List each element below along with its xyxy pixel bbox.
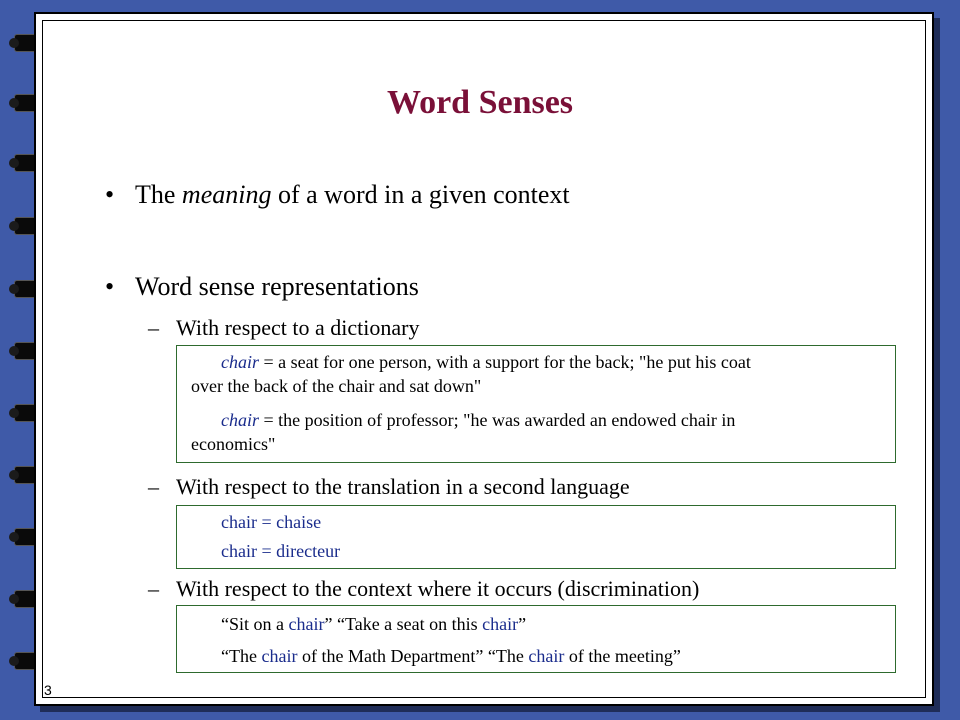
sub-text: With respect to the translation in a second language	[176, 474, 630, 499]
dict-word: chair	[221, 410, 259, 430]
context-text: ”	[518, 614, 527, 634]
dict-entry2-line1	[221, 410, 735, 431]
translation-box	[176, 505, 896, 569]
sub-dash: –	[148, 315, 159, 340]
sub-dash: –	[148, 474, 159, 499]
sub-text: With respect to the context where it occurs (discrimination)	[176, 576, 700, 601]
bullet-text-emphasis: meaning	[181, 180, 272, 209]
dict-entry1-line2: over the back of the chair and sat down"	[191, 376, 482, 396]
dictionary-box	[176, 345, 896, 463]
dict-word: chair	[221, 352, 259, 372]
context-word: chair	[482, 614, 519, 634]
context-word: chair	[528, 646, 565, 666]
sub-bullet-dictionary	[148, 315, 419, 341]
context-text: “The	[221, 646, 262, 666]
sub-bullet-translation	[148, 474, 630, 500]
slide-title: Word Senses	[386, 84, 574, 121]
page-number: 3	[44, 682, 52, 698]
context-text: of the meeting”	[564, 646, 681, 666]
context-line	[221, 614, 526, 635]
bullet-dot: •	[105, 272, 115, 301]
sub-text: With respect to a dictionary	[176, 315, 420, 340]
dict-def: = the position of professor; "he was awarded an endowed chair in	[259, 410, 736, 430]
context-word: chair	[261, 646, 298, 666]
sub-bullet-context	[148, 576, 699, 602]
bullet-text	[135, 180, 570, 210]
bullet-text-pre: The	[135, 180, 182, 209]
translation-line: chair = chaise	[221, 512, 322, 532]
dict-entry2-line2: economics"	[191, 434, 276, 454]
context-text: ” “Take a seat on this	[324, 614, 483, 634]
context-word: chair	[288, 614, 325, 634]
context-text: of the Math Department” “The	[297, 646, 529, 666]
context-box	[176, 605, 896, 673]
dict-def: = a seat for one person, with a support for the back; "he put his coat	[259, 352, 751, 372]
dict-entry1-line1	[221, 352, 751, 373]
sub-dash: –	[148, 576, 159, 601]
bullet-dot: •	[105, 180, 115, 209]
bullet-text-post: of a word in a given context	[271, 180, 570, 209]
context-line	[221, 646, 681, 667]
context-text: “Sit on a	[221, 614, 289, 634]
bullet-text: Word sense representations	[135, 272, 419, 301]
translation-line: chair = directeur	[221, 541, 341, 561]
